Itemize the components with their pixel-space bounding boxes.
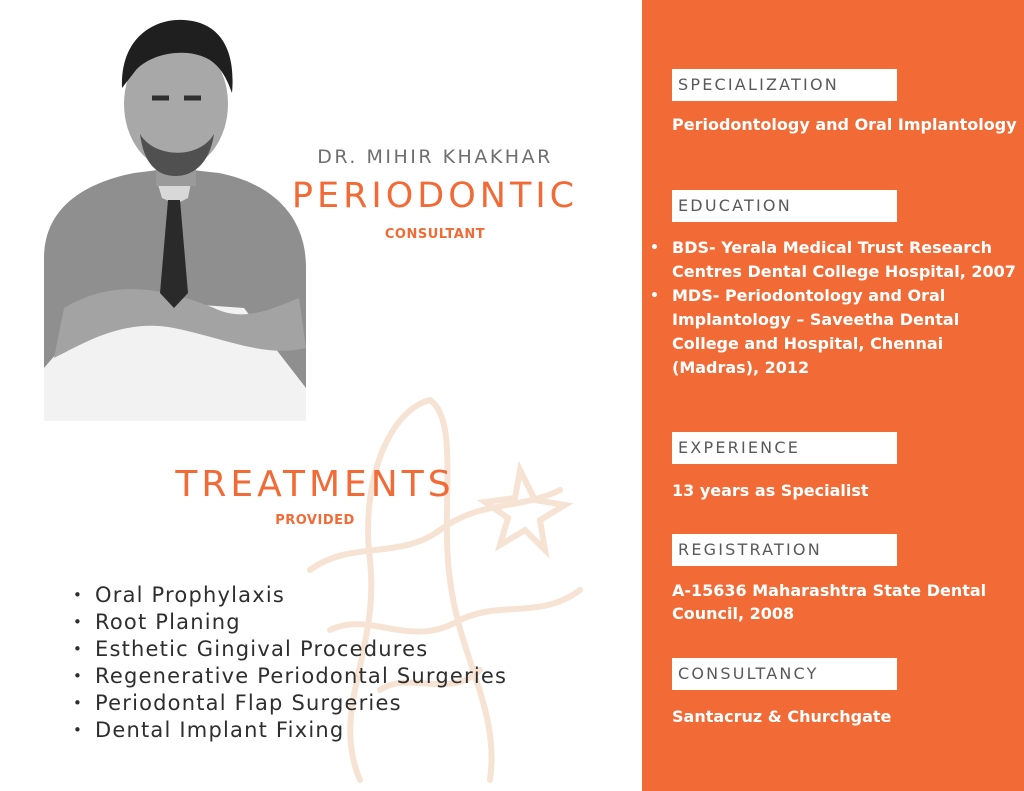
education-label: EDUCATION [672, 190, 897, 222]
treatment-item: • Esthetic Gingival Procedures [73, 636, 507, 663]
consultancy-label: CONSULTANCY [672, 658, 897, 690]
treatment-item: • Oral Prophylaxis [73, 582, 507, 609]
treatment-item: • Regenerative Periodontal Surgeries [73, 663, 507, 690]
treatments-title: TREATMENTS [175, 464, 455, 505]
experience-value: 13 years as Specialist [672, 481, 869, 500]
education-item: • MDS- Periodontology and Oral Implantology – Saveetha Dental College and Hospital, Chennai (Madras), 2012 [650, 284, 1022, 380]
doctor-specialty: PERIODONTIC [291, 176, 579, 216]
consultancy-value: Santacruz & Churchgate [672, 707, 892, 726]
specialization-value: Periodontology and Oral Implantology [672, 115, 1017, 134]
treatments-subtitle: PROVIDED [275, 513, 355, 528]
treatments-list [73, 582, 507, 744]
registration-label: REGISTRATION [672, 534, 897, 566]
registration-value: A-15636 Maharashtra State Dental Council, 2008 [672, 581, 987, 623]
specialization-label: SPECIALIZATION [672, 69, 897, 101]
doctor-name: DR. MIHIR KHAKHAR [317, 146, 553, 168]
treatment-item: • Root Planing [73, 609, 507, 636]
education-item: • BDS- Yerala Medical Trust Research Centres Dental College Hospital, 2007 [650, 236, 1022, 284]
education-list [650, 236, 1022, 380]
doctor-role: CONSULTANT [384, 227, 486, 242]
experience-label: EXPERIENCE [672, 432, 897, 464]
treatment-item: • Periodontal Flap Surgeries [73, 690, 507, 717]
treatment-item: • Dental Implant Fixing [73, 717, 507, 744]
